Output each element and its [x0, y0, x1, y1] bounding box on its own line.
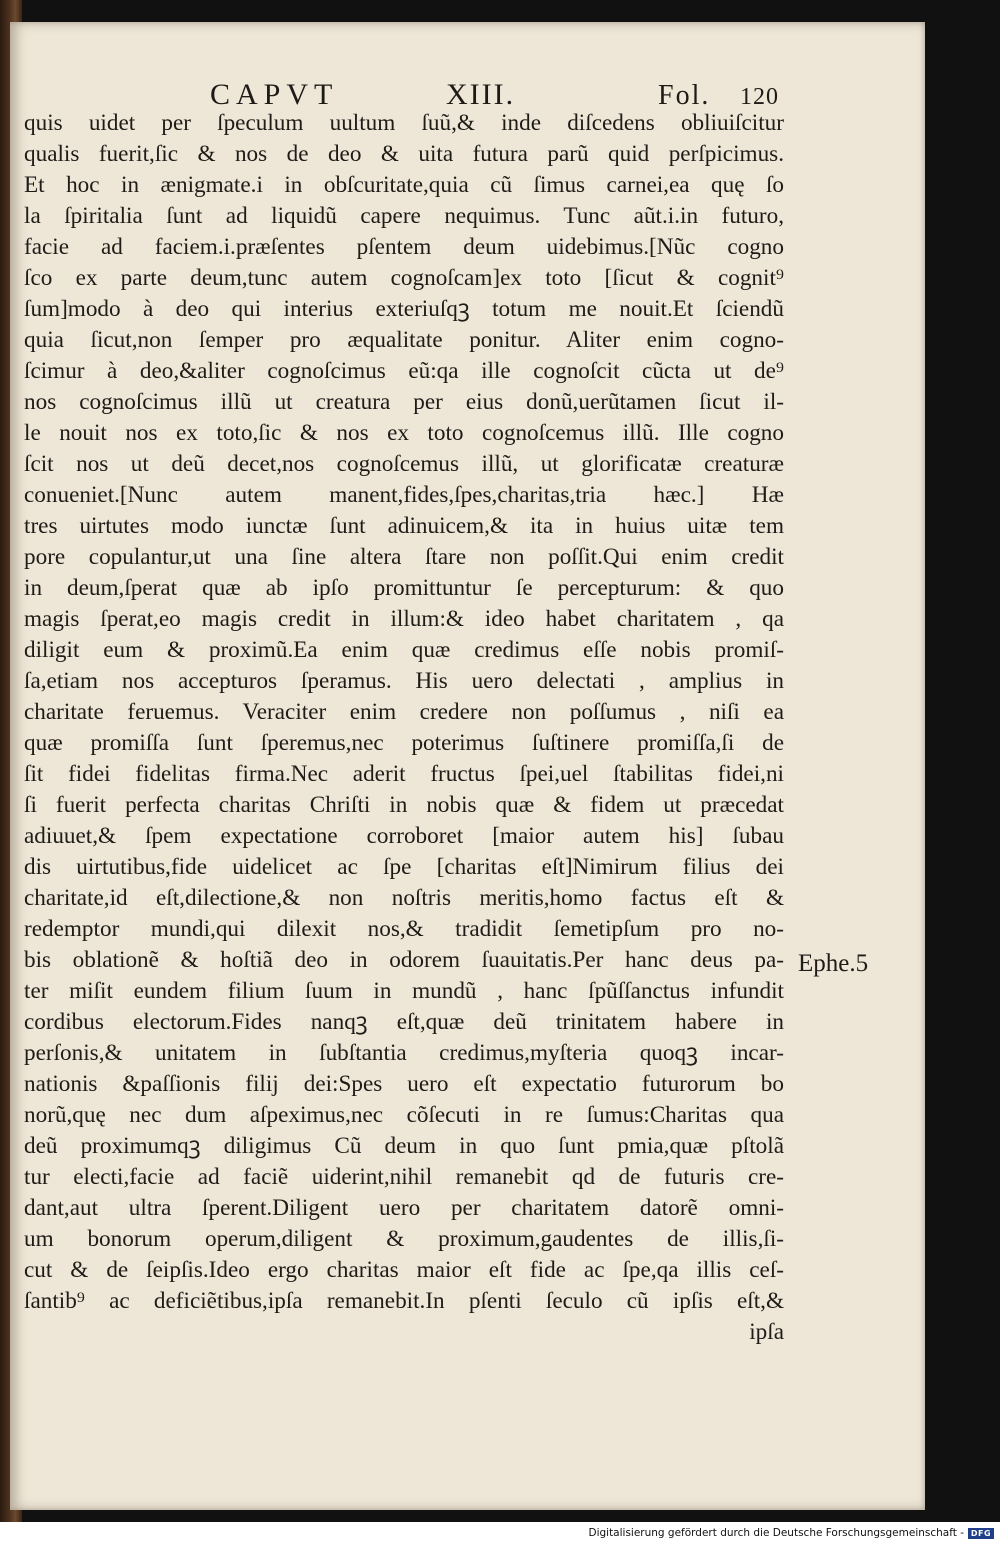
text-line: nos cognoſcimus illũ ut creatura per eius donũ,uerũtamen ſicut il-: [24, 389, 784, 415]
text-line: quæ promiſſa ſunt ſperemus,nec poterimus ſuſtinere promiſſa,ſi de: [24, 730, 784, 756]
text-line: deũ proximumqꝫ diligimus Cũ deum in quo ſunt pmia,quæ pſtolã: [24, 1133, 784, 1159]
text-line: perſonis,& unitatem in ſubſtantia credimus,myſteria quoqꝫ incar-: [24, 1040, 784, 1066]
text-line: cordibus electorum.Fides nanqꝫ eſt,quæ deũ trinitatem habere in: [24, 1009, 784, 1035]
text-line: um bonorum operum,diligent & proximum,gaudentes de illis,ſi-: [24, 1226, 784, 1252]
text-line: cut & de ſeipſis.Ideo ergo charitas maior eſt fide ac ſpe,qa illis ceſ-: [24, 1257, 784, 1283]
text-line: in deum,ſperat quæ ab ipſo promittuntur ſe percepturum: & quo: [24, 575, 784, 601]
text-line: ſi fuerit perfecta charitas Chriſti in nobis quæ & fidem ut præcedat: [24, 792, 784, 818]
text-line: ſantib⁹ ac deficiẽtibus,ipſa remanebit.In pſenti ſeculo cũ ipſis eſt,&: [24, 1288, 784, 1314]
folio-label: Fol.: [658, 80, 711, 111]
text-line: nationis &paſſionis filij dei:Spes uero eſt expectatio futurorum bo: [24, 1071, 784, 1097]
text-line: ſit fidei fidelitas firma.Nec aderit fructus ſpei,uel ſtabilitas fidei,ni: [24, 761, 784, 787]
text-line: ſcit nos ut deũ decet,nos cognoſcemus illũ, ut glorificatæ creaturæ: [24, 451, 784, 477]
digitization-footer: [588, 1527, 994, 1539]
text-line: dant,aut ultra ſperent.Diligent uero per charitatem datorẽ omni-: [24, 1195, 784, 1221]
running-head-title: CAPVT: [210, 78, 339, 111]
text-line: ſco ex parte deum,tunc autem cognoſcam]ex toto [ſicut & cognit⁹: [24, 265, 784, 291]
running-head-chapter: XIII.: [446, 78, 516, 111]
text-line: bis oblationẽ & hoſtiã deo in odorem ſuauitatis.Per hanc deus pa-: [24, 947, 784, 973]
text-line: qualis fuerit,ſic & nos de deo & uita futura parũ quid perſpicimus.: [24, 141, 784, 167]
text-line: charitate,id eſt,dilectione,& non noſtris meritis,homo factus eſt &: [24, 885, 784, 911]
margin-note: Ephe.5: [798, 950, 869, 977]
text-line: quis uidet per ſpeculum uultum ſuũ,& inde diſcedens obliuiſcitur: [24, 110, 784, 136]
text-line: quia ſicut,non ſemper pro æqualitate ponitur. Aliter enim cogno-: [24, 327, 784, 353]
book-page: [10, 22, 925, 1510]
text-line: facie ad faciem.i.præſentes pſentem deum uidebimus.[Nũc cogno: [24, 234, 784, 260]
text-line: magis ſperat,eo magis credit in illum:& ideo habet charitatem , qa: [24, 606, 784, 632]
text-line: ſum]modo à deo qui interius exteriuſqꝫ totum me nouit.Et ſciendũ: [24, 296, 784, 322]
text-line: norũ,quę nec dum aſpeximus,nec cõſecuti in re ſumus:Charitas qua: [24, 1102, 784, 1128]
text-line: le nouit nos ex toto,ſic & nos ex toto cognoſcemus illũ. Ille cogno: [24, 420, 784, 446]
text-line: ſa,etiam nos accepturos ſperamus. His uero delectati , amplius in: [24, 668, 784, 694]
folio-number: 120: [740, 84, 779, 110]
text-line: la ſpiritalia ſunt ad liquidũ capere nequimus. Tunc aũt.i.in futuro,: [24, 203, 784, 229]
catchword: [24, 1317, 784, 1348]
text-line: conueniet.[Nunc autem manent,fides,ſpes,charitas,tria hæc.] Hæ: [24, 482, 784, 508]
text-line: pore copulantur,ut una ſine altera ſtare non poſſit.Qui enim credit: [24, 544, 784, 570]
text-line: ſcimur à deo,&aliter cognoſcimus eũ:qa ille cognoſcit cũcta ut de⁹: [24, 358, 784, 384]
text-line: charitate feruemus. Veraciter enim credere non poſſumus , niſi ea: [24, 699, 784, 725]
footer-text: Digitalisierung gefördert durch die Deutsche Forschungsgemeinschaft -: [588, 1527, 964, 1539]
text-line: tur electi,facie ad faciẽ uiderint,nihil remanebit qd de futuris cre-: [24, 1164, 784, 1190]
text-line: redemptor mundi,qui dilexit nos,& tradidit ſemetipſum pro no-: [24, 916, 784, 942]
text-line: tres uirtutes modo iunctæ ſunt adinuicem,& ita in huius uitæ tem: [24, 513, 784, 539]
text-line: diligit eum & proximũ.Ea enim quæ credimus eſſe nobis promiſ-: [24, 637, 784, 663]
text-line: adiuuet,& ſpem expectatione corroboret [maior autem his] ſubau: [24, 823, 784, 849]
text-line: ter miſit eundem filium ſuum in mundũ , hanc ſpũſſanctus infundit: [24, 978, 784, 1004]
catchword-text: ipſa: [749, 1319, 784, 1345]
text-line: dis uirtutibus,fide uidelicet ac ſpe [charitas eſt]Nimirum filius dei: [24, 854, 784, 880]
dfg-logo-icon: DFG: [968, 1528, 994, 1539]
body-text: [24, 108, 784, 1348]
text-line: Et hoc in ænigmate.i in obſcuritate,quia cũ ſimus carnei,ea quę ſo: [24, 172, 784, 198]
